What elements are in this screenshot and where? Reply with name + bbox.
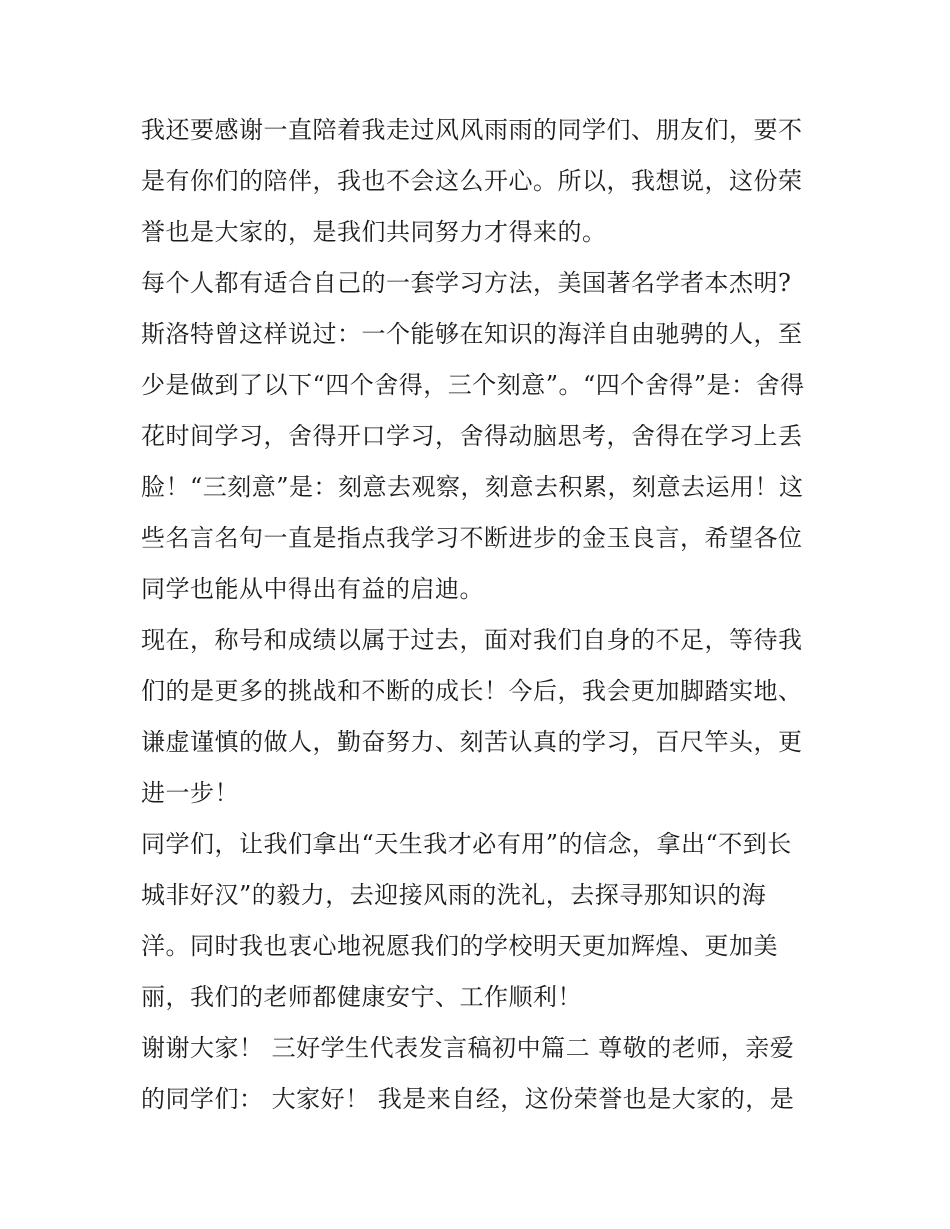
text-line: 少是做到了以下“四个舍得，三个刻意”。“四个舍得”是：舍得 [141, 371, 805, 399]
text-line: 每个人都有适合自己的一套学习方法，美国著名学者本杰明? [141, 269, 792, 297]
text-line: 们的是更多的挑战和不断的成长！今后，我会更加脚踏实地、 [141, 677, 803, 705]
text-line: 现在，称号和成绩以属于过去，面对我们自身的不足，等待我 [141, 626, 803, 654]
text-line: 进一步！ [141, 779, 239, 807]
text-line: 花时间学习，舍得开口学习，舍得动脑思考，舍得在学习上丢 [141, 422, 803, 450]
text-line: 的同学们： 大家好！ 我是来自经，这份荣誉也是大家的，是 [141, 1085, 795, 1113]
text-line: 我还要感谢一直陪着我走过风风雨雨的同学们、朋友们，要不 [141, 116, 803, 144]
text-line: 脸！“三刻意”是：刻意去观察，刻意去积累，刻意去运用！这 [141, 473, 804, 501]
text-line: 是有你们的陪伴，我也不会这么开心。所以，我想说，这份荣 [141, 167, 803, 195]
text-line: 谦虚谨慎的做人，勤奋努力、刻苦认真的学习，百尺竿头，更 [141, 728, 803, 756]
text-line: 丽，我们的老师都健康安宁、工作顺利！ [141, 983, 582, 1011]
text-line: 斯洛特曾这样说过：一个能够在知识的海洋自由驰骋的人，至 [141, 320, 803, 348]
text-line: 些名言名句一直是指点我学习不断进步的金玉良言，希望各位 [141, 524, 803, 552]
text-line: 洋。同时我也衷心地祝愿我们的学校明天更加辉煌、更加美 [141, 932, 778, 960]
text-line: 同学们，让我们拿出“天生我才必有用”的信念，拿出“不到长 [141, 830, 792, 858]
text-line: 谢谢大家！ 三好学生代表发言稿初中篇二 尊敬的老师，亲爱 [141, 1034, 795, 1062]
text-line: 同学也能从中得出有益的启迪。 [141, 575, 484, 603]
text-line: 城非好汉”的毅力，去迎接风雨的洗礼，去探寻那知识的海 [141, 881, 767, 909]
text-line: 誉也是大家的，是我们共同努力才得来的。 [141, 218, 607, 246]
